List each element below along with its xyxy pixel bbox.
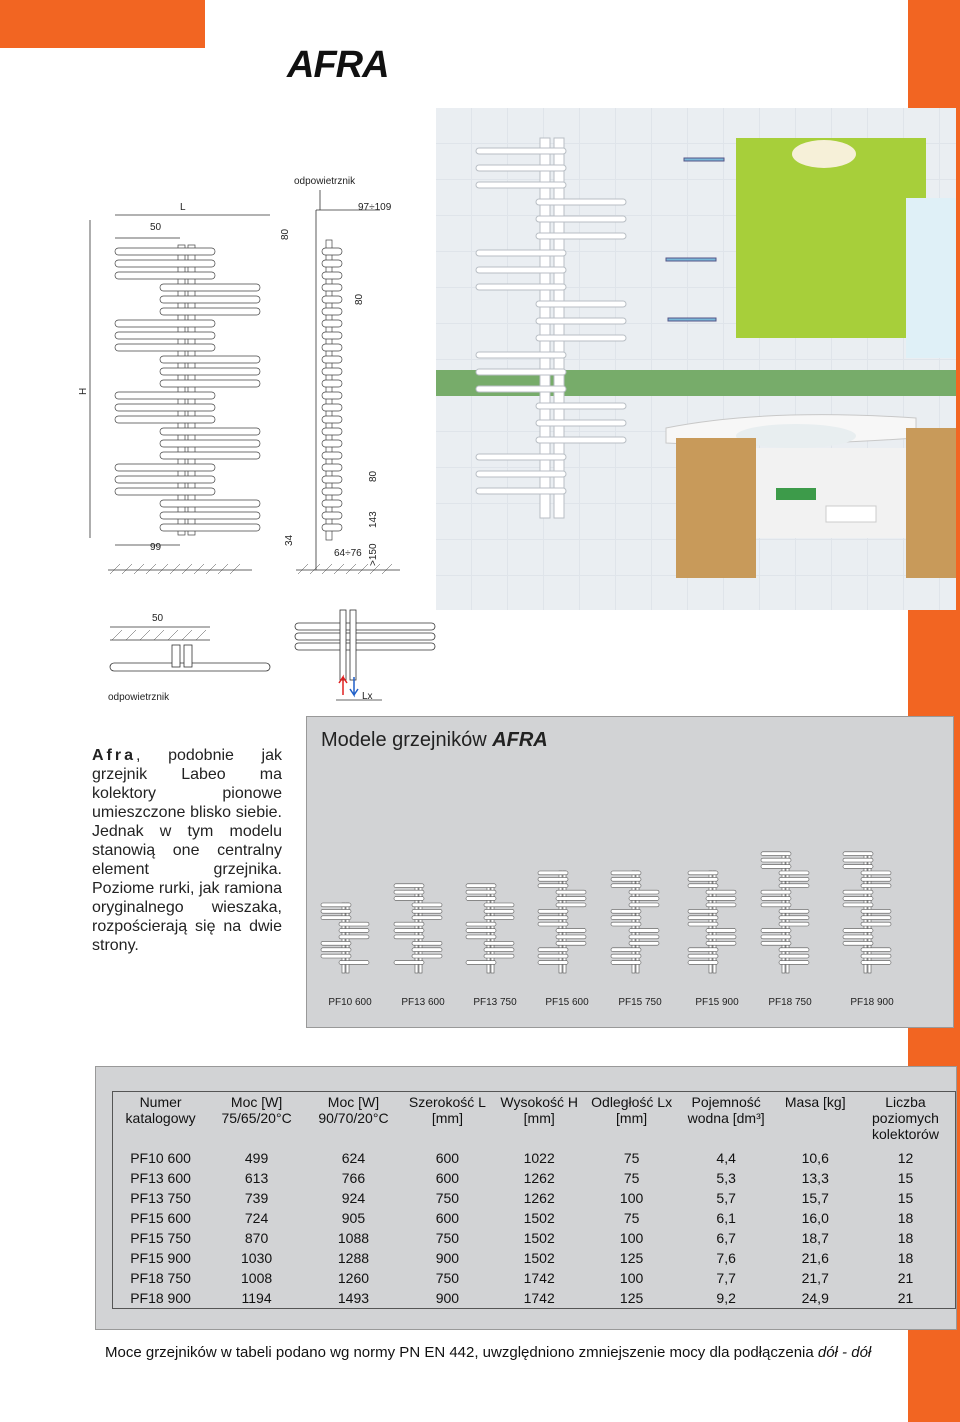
table-cell: 75	[623, 1210, 640, 1226]
table-row	[113, 1188, 956, 1208]
table-header-cell: Pojemność wodna [dm³]	[687, 1094, 765, 1126]
model-icon-1	[394, 884, 442, 973]
table-cell: 1288	[337, 1250, 370, 1266]
table-cell: 739	[244, 1190, 269, 1206]
model-label: PF13 600	[401, 997, 445, 1008]
dim-L: L	[180, 202, 186, 213]
table-header-cell: Wysokość H [mm]	[500, 1094, 579, 1126]
table-cell: 100	[619, 1270, 644, 1286]
table-cell: 18	[897, 1230, 914, 1246]
dim-97-109: 97÷109	[358, 202, 392, 213]
table-row	[113, 1228, 956, 1248]
table-cell: 100	[619, 1230, 644, 1246]
table-header-cell: Moc [W] 75/65/20°C	[221, 1094, 292, 1126]
table-cell: 15	[897, 1190, 914, 1206]
table-cell: 724	[244, 1210, 269, 1226]
model-icon-3	[538, 871, 586, 973]
model-label: PF18 900	[850, 997, 894, 1008]
table-cell: PF15 600	[130, 1210, 191, 1226]
table-cell: 12	[897, 1150, 914, 1166]
table-cell: 5,7	[716, 1190, 736, 1206]
table-header-cell: Numer katalogowy	[125, 1094, 196, 1126]
table-header-cell: Odległość Lx [mm]	[591, 1094, 673, 1126]
table-cell: 16,0	[801, 1210, 829, 1226]
table-cell: 750	[435, 1270, 460, 1286]
model-icon-0	[321, 903, 369, 973]
table-row	[113, 1248, 956, 1268]
product-photo	[436, 108, 956, 610]
table-cell: 10,6	[801, 1150, 829, 1166]
table-cell: 1493	[337, 1290, 370, 1306]
table-cell: PF13 600	[130, 1170, 191, 1186]
table-header-cell: Moc [W] 90/70/20°C	[318, 1094, 389, 1126]
model-icons	[307, 787, 955, 987]
table-cell: 624	[341, 1150, 366, 1166]
table-cell: 900	[435, 1250, 460, 1266]
table-cell: 21	[897, 1290, 914, 1306]
vent-label-bottom: odpowietrznik	[108, 692, 170, 703]
table-cell: 4,4	[716, 1150, 736, 1166]
model-icon-2	[466, 884, 514, 973]
table-cell: 18,7	[801, 1230, 829, 1246]
table-cell: 870	[244, 1230, 269, 1246]
table-header-cell: Szerokość L [mm]	[408, 1094, 486, 1126]
table-cell: PF15 900	[130, 1250, 191, 1266]
table-row	[113, 1208, 956, 1228]
table-cell: 1502	[523, 1210, 555, 1226]
table-cell: 21,6	[801, 1250, 829, 1266]
table-cell: 6,1	[716, 1210, 736, 1226]
table-cell: 900	[435, 1290, 460, 1306]
dim-80-a: 80	[280, 228, 291, 240]
table-row	[113, 1288, 956, 1309]
models-panel	[306, 716, 954, 1028]
description-brand: Afra	[92, 747, 137, 764]
dim-64-76: 64÷76	[334, 548, 362, 559]
table-cell: 1742	[523, 1270, 555, 1286]
page-title: AFRA	[287, 44, 389, 86]
table-cell: 1030	[241, 1250, 273, 1266]
table-cell: PF18 750	[130, 1270, 191, 1286]
orange-corner-top-left	[0, 0, 205, 48]
model-icon-5	[688, 871, 736, 973]
table-cell: 600	[435, 1170, 460, 1186]
table-cell: 1260	[337, 1270, 370, 1286]
table-cell: PF18 900	[130, 1290, 191, 1306]
table-cell: 13,3	[801, 1170, 829, 1186]
table-cell: 1194	[241, 1290, 272, 1306]
table-cell: 1262	[523, 1190, 555, 1206]
models-title	[321, 729, 548, 752]
model-label: PF15 900	[695, 997, 739, 1008]
table-cell: 100	[619, 1190, 644, 1206]
specs-table	[112, 1091, 956, 1309]
dim-150: >150	[368, 543, 379, 566]
top-view-drawing	[100, 605, 450, 705]
table-cell: 1742	[523, 1290, 555, 1306]
table-cell: PF13 750	[130, 1190, 191, 1206]
table-header-row	[113, 1092, 956, 1149]
table-cell: PF10 600	[130, 1150, 191, 1166]
model-icon-6	[761, 852, 809, 973]
table-header-cell: Masa [kg]	[784, 1094, 846, 1110]
table-cell: 600	[435, 1210, 460, 1226]
model-label: PF10 600	[328, 997, 372, 1008]
table-row	[113, 1168, 956, 1188]
table-cell: 75	[623, 1150, 640, 1166]
description	[92, 746, 282, 955]
table-cell: 21	[897, 1270, 914, 1286]
table-row	[113, 1268, 956, 1288]
table-cell: 75	[623, 1170, 640, 1186]
model-label: PF15 750	[618, 997, 662, 1008]
description-text: , podobnie jak grzejnik Labeo ma kolektory pionowe umieszczone blisko siebie. Jednak w tym modelu stanowią one centralny element grzejnika. Poziome rurki, jak ramiona oryginalnego wieszaka, rozpościerają się na dwie strony.	[92, 747, 282, 954]
table-cell: 499	[244, 1150, 269, 1166]
model-icon-7	[843, 852, 891, 973]
model-label: PF15 600	[545, 997, 589, 1008]
table-cell: 125	[619, 1250, 644, 1266]
table-cell: 1262	[523, 1170, 555, 1186]
table-cell: 15,7	[801, 1190, 829, 1206]
table-header-cell: Liczba poziomych kolektorów	[872, 1094, 939, 1142]
vent-label-top: odpowietrznik	[294, 176, 356, 187]
table-cell: 600	[435, 1150, 460, 1166]
table-cell: 1502	[523, 1250, 555, 1266]
dim-80-c: 80	[368, 470, 379, 482]
dim-99: 99	[150, 542, 162, 553]
table-cell: 1008	[241, 1270, 273, 1286]
table-cell: 766	[341, 1170, 366, 1186]
table-row	[113, 1148, 956, 1168]
table-cell: 5,3	[716, 1170, 736, 1186]
dim-50-top: 50	[152, 613, 164, 624]
table-cell: 7,6	[716, 1250, 736, 1266]
table-cell: PF15 750	[130, 1230, 191, 1246]
dim-143: 143	[368, 511, 379, 528]
footnote-emphasis: dół - dół	[817, 1344, 872, 1361]
table-cell: 613	[244, 1170, 269, 1186]
table-cell: 21,7	[801, 1270, 829, 1286]
technical-drawing	[60, 170, 430, 605]
table-body	[113, 1148, 956, 1309]
table-cell: 24,9	[801, 1290, 829, 1306]
table-cell: 924	[341, 1190, 366, 1206]
dim-34: 34	[284, 534, 295, 546]
table-cell: 18	[897, 1250, 914, 1266]
table-cell: 1502	[523, 1230, 555, 1246]
dim-50: 50	[150, 222, 162, 233]
table-cell: 1022	[523, 1150, 555, 1166]
table-cell: 15	[897, 1170, 914, 1186]
model-label: PF18 750	[768, 997, 812, 1008]
footnote-text: Moce grzejników w tabeli podano wg normy PN EN 442, uwzględniono zmniejszenie mocy dla podłączenia	[105, 1344, 818, 1361]
table-cell: 6,7	[716, 1230, 736, 1246]
models-title-prefix: Modele grzejników	[321, 729, 493, 751]
table-cell: 7,7	[716, 1270, 736, 1286]
dim-80-b: 80	[354, 293, 365, 305]
table-cell: 125	[619, 1290, 644, 1306]
table-cell: 750	[435, 1230, 460, 1246]
specs-panel	[95, 1066, 957, 1330]
table-cell: 1088	[337, 1230, 370, 1246]
table-cell: 18	[897, 1210, 914, 1226]
model-icon-4	[611, 871, 659, 973]
table-cell: 9,2	[716, 1290, 736, 1306]
table-cell: 750	[435, 1190, 460, 1206]
footnote	[105, 1344, 871, 1361]
models-title-brand: AFRA	[492, 729, 548, 751]
table-cell: 905	[341, 1210, 366, 1226]
model-label: PF13 750	[473, 997, 517, 1008]
dim-H: H	[78, 387, 89, 395]
dim-Lx: Lx	[362, 691, 373, 702]
